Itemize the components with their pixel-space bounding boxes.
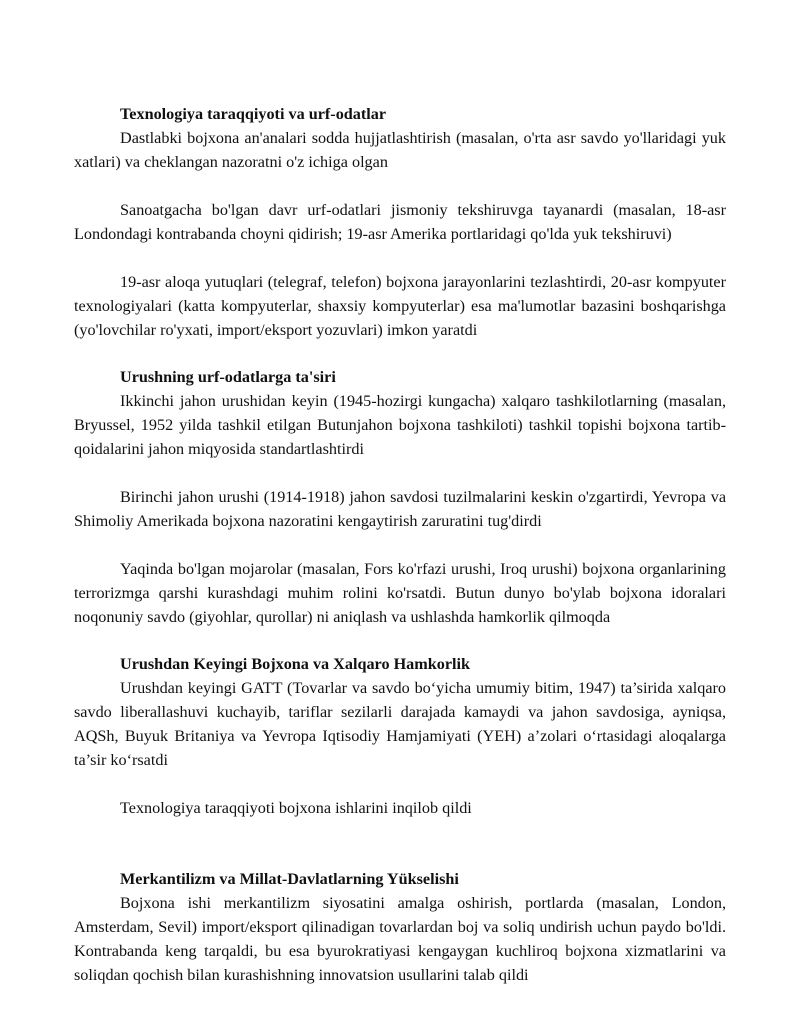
- section-heading: Texnologiya taraqqiyoti va urf-odatlar: [120, 105, 387, 123]
- section-heading: Urushdan Keyingi Bojxona va Xalqaro Hamkorlik: [120, 655, 471, 673]
- section-war-impact: [74, 366, 726, 629]
- paragraph: Dastlabki bojxona an'analari sodda hujjatlashtirish (masalan, o'rta asr savdo yo'llaridagi yuk xatlari) va cheklangan nazoratni o'z ichiga olgan: [74, 129, 726, 171]
- paragraph: Bojxona ishi merkantilizm siyosatini amalga oshirish, portlarda (masalan, London, Amsterdam, Sevil) import/eksport qilinadigan tovarlardan boj va soliq undirish uchun paydo bo'ldi. Kontrabanda keng tarqaldi, bu esa byurokratiyasi kengaygan kuchliroq bojxona xizmatlarini va soliqdan qochish bilan kurashishning innovatsion usullarini talab qildi: [74, 894, 726, 984]
- section-heading: Urushning urf-odatlarga ta'siri: [120, 368, 336, 386]
- section-mercantilism: [74, 868, 726, 987]
- paragraph: Urushdan keyingi GATT (Tovarlar va savdo bo‘yicha umumiy bitim, 1947) ta’sirida xalqaro savdo liberallashuvi kuchayib, tariflar sezilarli darajada kamaydi va jahon savdosiga, ayniqsa, AQSh, Buyuk Britaniya va Yevropa Iqtisodiy Hamjamiyati (YEH) a’zolari o‘rtasidagi aloqalarga ta’sir ko‘rsatdi: [74, 679, 726, 769]
- paragraph: Yaqinda bo'lgan mojarolar (masalan, Fors ko'rfazi urushi, Iroq urushi) bojxona organlarining terrorizmga qarshi kurashdagi muhim rolini ko'rsatdi. Butun dunyo bo'ylab bojxona idoralari noqonuniy savdo (giyohlar, qurollar) ni aniqlash va ushlashda hamkorlik qilmoqda: [74, 560, 726, 626]
- paragraph: Sanoatgacha bo'lgan davr urf-odatlari jismoniy tekshiruvga tayanardi (masalan, 18-asr Londondagi kontrabanda choyni qidirish; 19-asr Amerika portlaridagi qo'lda yuk tekshiruvi): [74, 201, 726, 243]
- paragraph: Texnologiya taraqqiyoti bojxona ishlarini inqilob qildi: [120, 799, 472, 817]
- paragraph: Birinchi jahon urushi (1914-1918) jahon savdosi tuzilmalarini keskin o'zgartirdi, Yevropa va Shimoliy Amerikada bojxona nazoratini kengaytirish zaruratini tug'dirdi: [74, 488, 726, 530]
- section-postwar-cooperation: [74, 653, 726, 820]
- paragraph: Ikkinchi jahon urushidan keyin (1945-hozirgi kungacha) xalqaro tashkilotlarning (masalan, Bryussel, 1952 yilda tashkil etilgan Butunjahon bojxona tashkiloti) tashkil topishi bojxona tartib-qoidalarini jahon miqyosida standartlashtirdi: [74, 392, 726, 458]
- paragraph: 19-asr aloqa yutuqlari (telegraf, telefon) bojxona jarayonlarini tezlashtirdi, 20-asr kompyuter texnologiyalari (katta kompyuterlar, shaxsiy kompyuterlar) esa ma'lumotlar bazasini boshqarishga (yo'lovchilar ro'yxati, import/eksport yozuvlari) imkon yaratdi: [74, 273, 726, 339]
- section-heading: Merkantilizm va Millat-Davlatlarning Yükselishi: [120, 870, 459, 888]
- section-technology: [74, 103, 726, 342]
